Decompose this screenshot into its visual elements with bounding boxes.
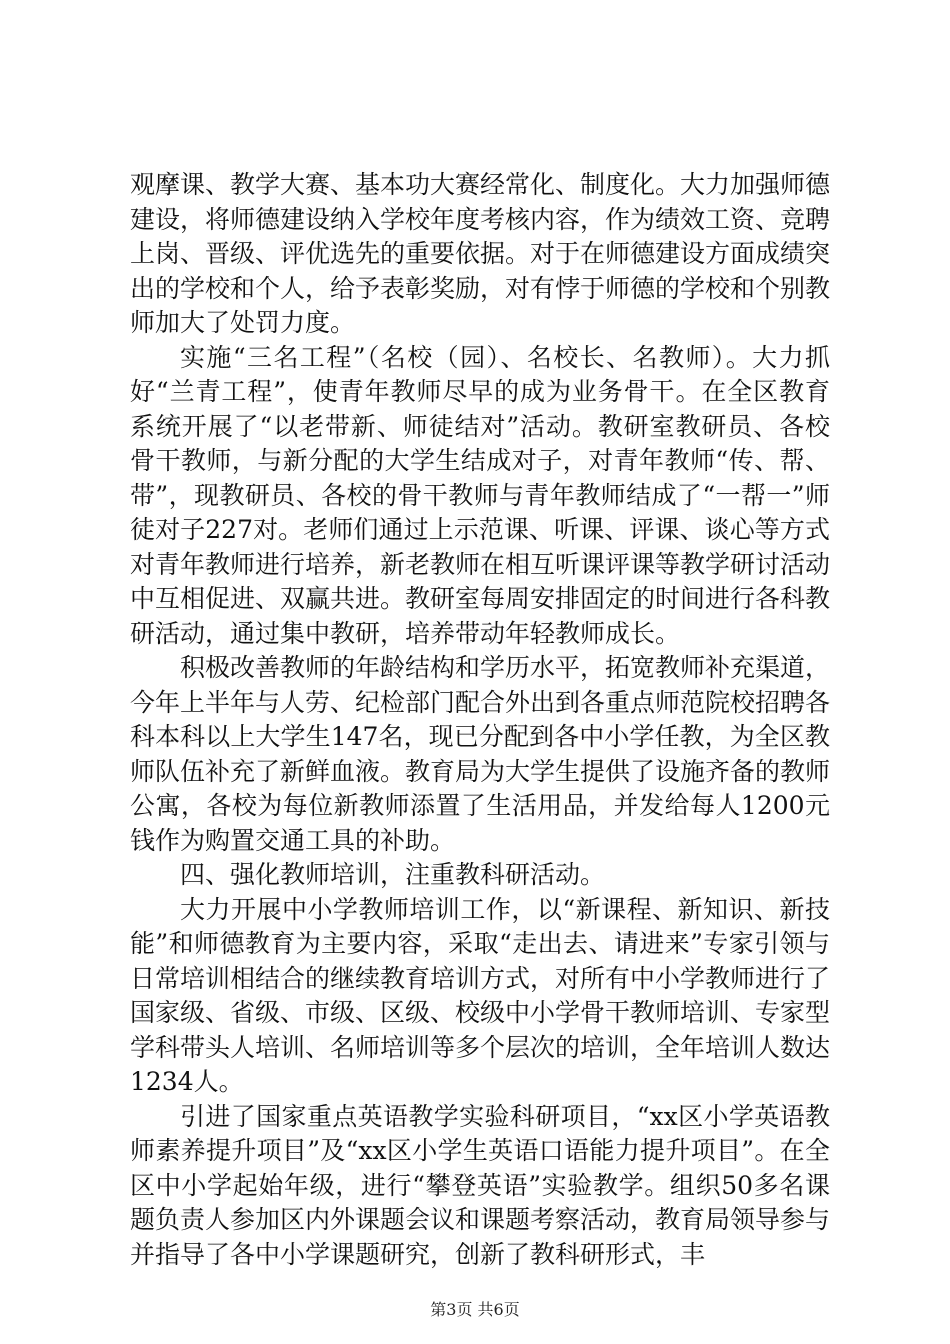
paragraph-three-famous-project: 实施“三名工程”（名校（园）、名校长、名教师）。大力抓好“兰青工程”，使青年教师尽早的成为业务骨干。在全区教育系统开展了“以老带新、师徒结对”活动。教研室教研员、各校骨干教师，与新分配的大学生结成对子，对青年教师“传、帮、带”，现教研员、各校的骨干教师与青年教师结成了“一帮一”师徒对子227对。老师们通过上示范课、听课、评课、谈心等方式对青年教师进行培养，新老教师在相互听课评课等教学研讨活动中互相促进、双赢共进。教研室每周安排固定的时间进行各科教研活动，通过集中教研，培养带动年轻教师成长。 bbox=[130, 342, 831, 648]
paragraph-teacher-recruitment: 积极改善教师的年龄结构和学历水平，拓宽教师补充渠道，今年上半年与人劳、纪检部门配合外出到各重点师范院校招聘各科本科以上大学生147名，现已分配到各中小学任教，为全区教师队伍补充了新鲜血液。教育局为大学生提供了设施齐备的教师公寓，各校为每位新教师添置了生活用品，并发给每人1200元钱作为购置交通工具的补助。 bbox=[130, 653, 831, 855]
section-heading-training: 四、强化教师培训，注重教科研活动。 bbox=[180, 860, 606, 889]
paragraph-teacher-ethics: 观摩课、教学大赛、基本功大赛经常化、制度化。大力加强师德建设，将师德建设纳入学校年度考核内容，作为绩效工资、竞聘上岗、晋级、评优选先的重要依据。对于在师德建设方面成绩突出的学校和个人，给予表彰奖励，对有悖于师德的学校和个别教师加大了处罚力度。 bbox=[130, 170, 831, 337]
page-number: 第3页 共6页 bbox=[430, 1300, 520, 1319]
paragraph-english-research: 引进了国家重点英语教学实验科研项目，“xx区小学英语教师素养提升项目”及“xx区小学生英语口语能力提升项目”。在全区中小学起始年级，进行“攀登英语”实验教学。组织50多名课题负责人参加区内外课题会议和课题考察活动，教育局领导参与并指导了各中小学课题研究，创新了教科研形式，丰 bbox=[130, 1101, 831, 1269]
paragraph-teacher-training: 大力开展中小学教师培训工作，以“新课程、新知识、新技能”和师德教育为主要内容，采取“走出去、请进来”专家引领与日常培训相结合的继续教育培训方式，对所有中小学教师进行了国家级、省级、市级、区级、校级中小学骨干教师培训、专家型学科带头人培训、名师培训等多个层次的培训，全年培训人数达1234人。 bbox=[130, 894, 831, 1096]
document-body bbox=[130, 168, 830, 1272]
